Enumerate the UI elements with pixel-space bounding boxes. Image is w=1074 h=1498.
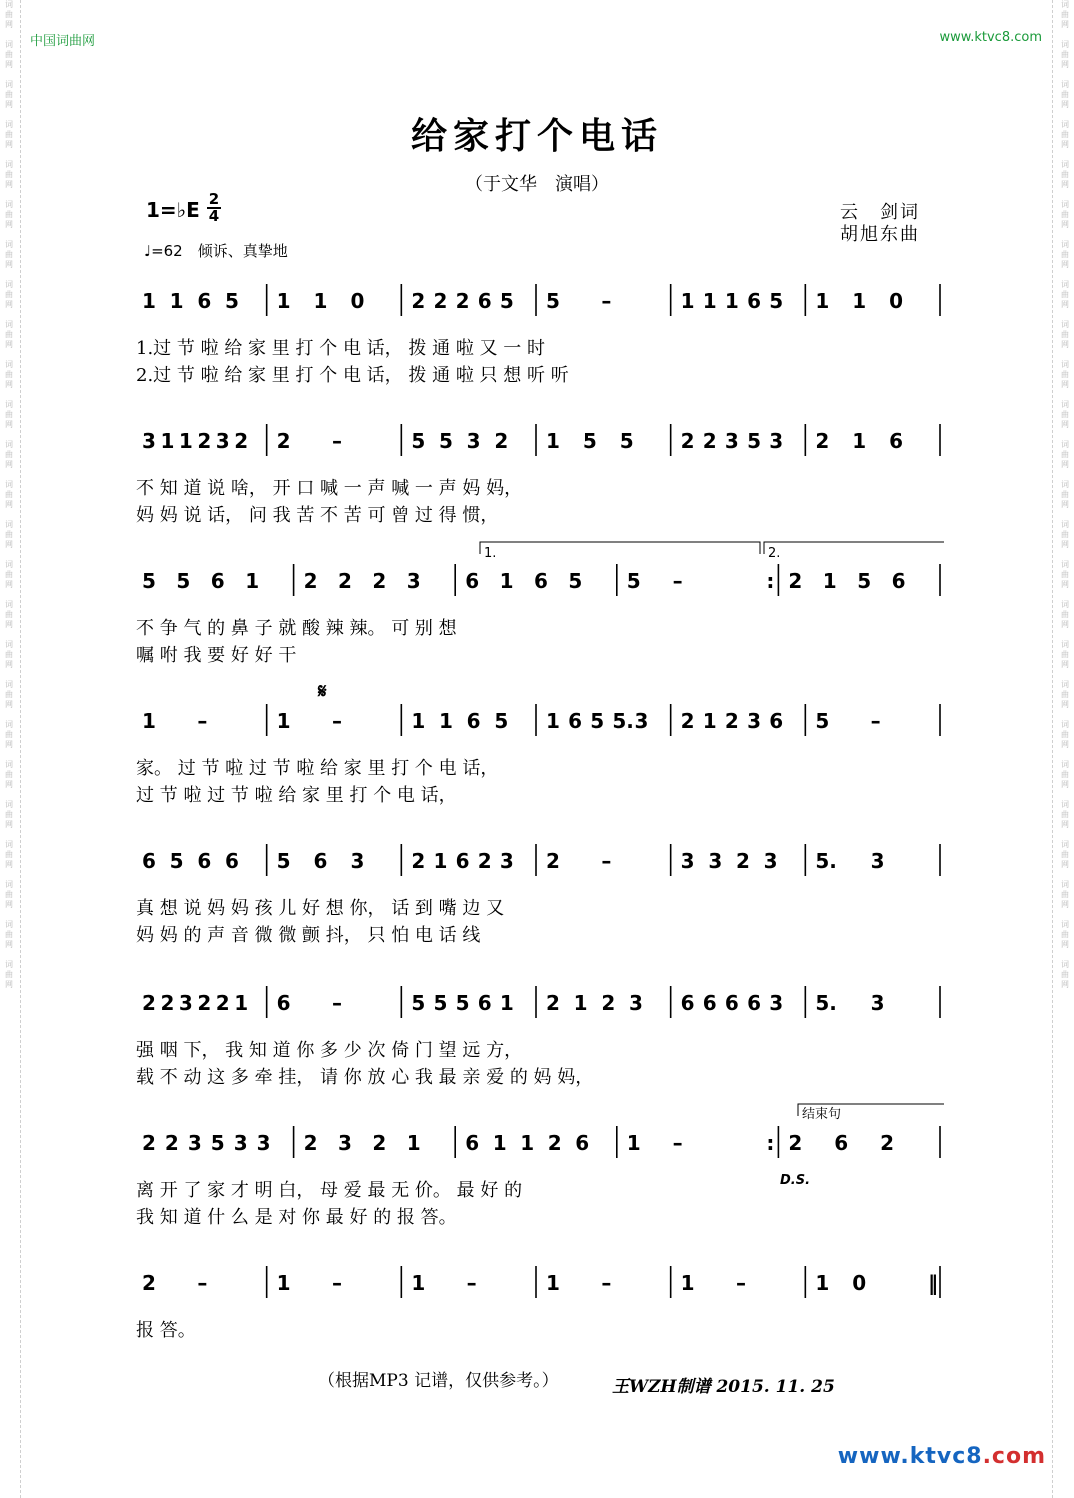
note: 5 — [747, 429, 761, 453]
lyric-verse-2: 嘱 咐 我 要 好 好 干 — [136, 645, 297, 666]
note: 2 — [164, 1131, 179, 1155]
note: 5 — [210, 1131, 225, 1155]
note: 5 — [411, 991, 426, 1015]
note: 1 — [573, 991, 588, 1015]
composer-credit: 胡旭东曲 — [840, 224, 920, 245]
note: 2 — [494, 429, 509, 453]
note: 6 — [477, 289, 492, 313]
note: 5. — [815, 991, 837, 1015]
note: – — [601, 849, 612, 873]
note: 5 — [169, 849, 184, 873]
note: 0 — [852, 1271, 867, 1295]
note: 1 — [142, 709, 156, 733]
brand-logo-tld: .com — [982, 1444, 1046, 1469]
note: 2 — [197, 429, 212, 453]
lyric-verse-1: 家。 过 节 啦 过 节 啦 给 家 里 打 个 电 话， — [136, 758, 499, 779]
note: – — [197, 1271, 208, 1295]
segno-sign: 𝄋 — [318, 679, 327, 703]
note: 3 — [747, 709, 761, 733]
note: 1 — [245, 569, 260, 593]
song-subtitle: （于文华 演唱） — [465, 174, 609, 195]
note: 2 — [372, 569, 387, 593]
note: 1 — [499, 991, 514, 1015]
note: 6 — [465, 569, 480, 593]
note: 1 — [276, 709, 291, 733]
note: 1 — [433, 849, 448, 873]
note: 3 — [634, 709, 649, 733]
note: – — [197, 709, 208, 733]
note: 5 — [411, 429, 426, 453]
note: 2 — [477, 849, 492, 873]
lyric-verse-1: 不 知 道 说 啥， 开 口 喊 一 声 喊 一 声 妈 妈， — [136, 478, 523, 499]
note: 3 — [763, 849, 778, 873]
note: 1 — [178, 429, 193, 453]
note: 1 — [169, 289, 184, 313]
note: 5 — [582, 429, 597, 453]
note: 3 — [769, 991, 784, 1015]
note: 1 — [626, 1131, 641, 1155]
note: – — [332, 1271, 342, 1295]
note: 1 — [680, 1271, 695, 1295]
note: 6 — [769, 709, 784, 733]
note: 6 — [702, 991, 717, 1015]
note: 3 — [680, 849, 695, 873]
note: 1 — [815, 289, 830, 313]
note: 1 — [492, 1131, 507, 1155]
note: 2 — [142, 1131, 156, 1155]
note: 1 — [411, 709, 426, 733]
note: 3 — [187, 1131, 202, 1155]
note: 2 — [724, 709, 739, 733]
note: 2 — [546, 849, 560, 873]
barline-symbol: : — [766, 569, 775, 593]
note: 1 — [276, 289, 291, 313]
note: 2 — [234, 429, 249, 453]
note: 6 — [197, 289, 212, 313]
note: 5 — [276, 849, 291, 873]
lyric-verse-2: 妈 妈 说 话， 问 我 苦 不 苦 可 曾 过 得 惯， — [136, 505, 499, 526]
note: 2 — [601, 991, 616, 1015]
volta-bracket-2 — [764, 542, 944, 554]
note: 5 — [546, 289, 560, 313]
note: 6 — [313, 849, 328, 873]
note: 2 — [372, 1131, 387, 1155]
song-title: 给家打个电话 — [410, 115, 663, 157]
note: 2 — [276, 429, 291, 453]
lyric-verse-2: 2.过 节 啦 给 家 里 打 个 电 话， 拨 通 啦 只 想 听 听 — [136, 365, 569, 386]
note: 2 — [411, 849, 426, 873]
note: 1 — [520, 1131, 535, 1155]
note: 3 — [406, 569, 421, 593]
note: 1 — [160, 429, 175, 453]
note: 1 — [680, 289, 695, 313]
lyric-verse-1: 1.过 节 啦 给 家 里 打 个 电 话， 拨 通 啦 又 一 时 — [136, 338, 545, 359]
volta-bracket-1 — [480, 542, 760, 554]
note: 1 — [822, 569, 837, 593]
note: 5 — [568, 569, 583, 593]
note: 1 — [724, 289, 739, 313]
note: – — [332, 991, 342, 1015]
note: 2 — [702, 429, 717, 453]
brand-logo-domain: www.ktvc8 — [837, 1444, 983, 1469]
note: 1 — [499, 569, 514, 593]
note: 6 — [575, 1131, 590, 1155]
note: 3 — [724, 429, 739, 453]
note: 2 — [411, 289, 426, 313]
note: 2 — [880, 1131, 895, 1155]
note: 6 — [747, 289, 761, 313]
lyric-verse-1: 报 答。 — [136, 1320, 196, 1341]
note: – — [601, 289, 612, 313]
note: 6 — [197, 849, 212, 873]
note: 1 — [234, 991, 249, 1015]
note: 2 — [680, 429, 695, 453]
note: 3 — [256, 1131, 271, 1155]
note: 5 — [499, 289, 514, 313]
note: 5. — [815, 849, 837, 873]
note: 2 — [338, 569, 352, 593]
note: 6 — [465, 1131, 480, 1155]
barline-symbol: : — [766, 1131, 775, 1155]
note: 5 — [857, 569, 872, 593]
note: – — [870, 709, 881, 733]
note: 6 — [142, 849, 156, 873]
note: – — [332, 429, 342, 453]
note: 2 — [215, 991, 230, 1015]
note: 2 — [303, 1131, 318, 1155]
note: 5. — [612, 709, 634, 733]
note: – — [601, 1271, 612, 1295]
note: 1 — [439, 709, 453, 733]
note: 2 — [736, 849, 750, 873]
note: 1 — [546, 709, 560, 733]
site-url[interactable]: www.ktvc8.com — [939, 30, 1042, 45]
note: 1 — [411, 1271, 426, 1295]
note: 3 — [466, 429, 481, 453]
note: 5 — [769, 289, 784, 313]
note: 5 — [590, 709, 605, 733]
note: 2 — [142, 991, 156, 1015]
note: 2 — [433, 289, 448, 313]
note: 3 — [350, 849, 365, 873]
note: 6 — [534, 569, 548, 593]
note: 1 — [142, 289, 156, 313]
key-signature: 1=♭E — [146, 198, 200, 222]
site-name[interactable]: 中国词曲网 — [30, 34, 96, 49]
note: 2 — [197, 991, 212, 1015]
note: 3 — [338, 1131, 352, 1155]
note: 5 — [225, 289, 239, 313]
note: 6 — [455, 849, 470, 873]
note: 5 — [439, 429, 453, 453]
note: – — [332, 709, 342, 733]
lyric-verse-2: 我 知 道 什 么 是 对 你 最 好 的 报 答。 — [136, 1207, 457, 1228]
note: 6 — [225, 849, 239, 873]
dal-segno-mark: D.S. — [780, 1173, 811, 1188]
lyric-verse-2: 过 节 啦 过 节 啦 给 家 里 打 个 电 话， — [136, 785, 457, 806]
note: 3 — [629, 991, 643, 1015]
note: 2 — [142, 1271, 156, 1295]
note: 2 — [680, 709, 695, 733]
note: – — [736, 1271, 746, 1295]
brand-logo[interactable] — [838, 1444, 1046, 1469]
note: 1 — [852, 289, 867, 313]
note: 5 — [455, 991, 470, 1015]
note: 1 — [702, 709, 717, 733]
note: 6 — [568, 709, 583, 733]
note: 2 — [160, 991, 175, 1015]
note: 1 — [313, 289, 328, 313]
note: 6 — [889, 429, 904, 453]
time-numerator: 2 — [208, 190, 220, 208]
volta-label-2: 2. — [768, 546, 781, 561]
volta-label-1: 1. — [484, 546, 497, 561]
note: 3 — [769, 429, 784, 453]
note: 2 — [546, 991, 560, 1015]
note: 3 — [215, 429, 230, 453]
note: 0 — [889, 289, 904, 313]
lyric-verse-1: 离 开 了 家 才 明 白， 母 爱 最 无 价。 最 好 的 — [136, 1180, 523, 1201]
note: 1 — [276, 1271, 291, 1295]
lyric-verse-2: 妈 妈 的 声 音 微 微 颤 抖， 只 怕 电 话 线 — [136, 925, 481, 946]
note: 5 — [619, 429, 634, 453]
note: 3 — [870, 849, 885, 873]
note: 1 — [406, 1131, 421, 1155]
note: 3 — [708, 849, 723, 873]
note: 5 — [815, 709, 830, 733]
note: – — [672, 1131, 683, 1155]
time-denominator: 4 — [208, 207, 220, 225]
note: 3 — [178, 991, 193, 1015]
note: 5 — [176, 569, 191, 593]
note: – — [466, 1271, 477, 1295]
note: 6 — [477, 991, 492, 1015]
note: 6 — [680, 991, 695, 1015]
note: 6 — [891, 569, 906, 593]
note: 5 — [433, 991, 448, 1015]
note: 1 — [546, 429, 560, 453]
barline-symbol: ‖ — [928, 1271, 938, 1295]
note: 5 — [142, 569, 156, 593]
transcription-note: （根据MP3 记谱，仅供参考。） — [318, 1371, 559, 1391]
note: 6 — [466, 709, 481, 733]
note: 6 — [210, 569, 225, 593]
note: 6 — [724, 991, 739, 1015]
note: 3 — [142, 429, 156, 453]
note: 5 — [494, 709, 509, 733]
note: 3 — [233, 1131, 248, 1155]
note: 2 — [455, 289, 470, 313]
note: 6 — [747, 991, 761, 1015]
tempo-marking: ♩=62 倾诉、真挚地 — [144, 242, 288, 260]
ending-label: 结束句 — [802, 1107, 842, 1122]
note: 3 — [870, 991, 885, 1015]
note: 5 — [626, 569, 641, 593]
note: 2 — [547, 1131, 562, 1155]
lyric-verse-2: 载 不 动 这 多 牵 挂， 请 你 放 心 我 最 亲 爱 的 妈 妈， — [136, 1067, 594, 1088]
note: 1 — [852, 429, 867, 453]
lyric-verse-1: 不 争 气 的 鼻 子 就 酸 辣 辣。 可 别 想 — [136, 618, 457, 639]
note: 2 — [303, 569, 318, 593]
note: 1 — [815, 1271, 830, 1295]
note: 2 — [815, 429, 830, 453]
lyricist-credit: 云 剑词 — [840, 202, 920, 223]
note: 1 — [702, 289, 717, 313]
lyric-verse-1: 强 咽 下， 我 知 道 你 多 少 次 倚 门 望 远 方， — [136, 1040, 523, 1061]
note: 2 — [788, 569, 803, 593]
note: 0 — [350, 289, 365, 313]
lyric-verse-1: 真 想 说 妈 妈 孩 儿 好 想 你， 话 到 嘴 边 又 — [136, 898, 505, 919]
note: 1 — [546, 1271, 560, 1295]
note: 6 — [834, 1131, 849, 1155]
note: 6 — [276, 991, 291, 1015]
note: 2 — [788, 1131, 803, 1155]
left-watermark-strip: 词 曲 网 词 曲 网 词 曲 网 词 曲 网 词 曲 网 词 曲 网 词 曲 网 词 曲 网 词 曲 网 词 曲 网 词 曲 网 词 曲 网 词 曲 网 词 曲 网 词 曲 网 词 曲 网 词 曲 网 词 曲 网 词 曲 网 词 曲 网 词 曲 网 词 曲 网 词 曲 网 词 曲 网 词 曲 网 — [5, 0, 13, 989]
note: 3 — [499, 849, 514, 873]
transcriber-credit: 王WZH制谱 2015. 11. 25 — [612, 1377, 835, 1397]
right-watermark-strip: 词 曲 网 词 曲 网 词 曲 网 词 曲 网 词 曲 网 词 曲 网 词 曲 网 词 曲 网 词 曲 网 词 曲 网 词 曲 网 词 曲 网 词 曲 网 词 曲 网 词 曲 网 词 曲 网 词 曲 网 词 曲 网 词 曲 网 词 曲 网 词 曲 网 词 曲 网 词 曲 网 词 曲 网 词 曲 网 — [1061, 0, 1069, 989]
note: – — [672, 569, 683, 593]
